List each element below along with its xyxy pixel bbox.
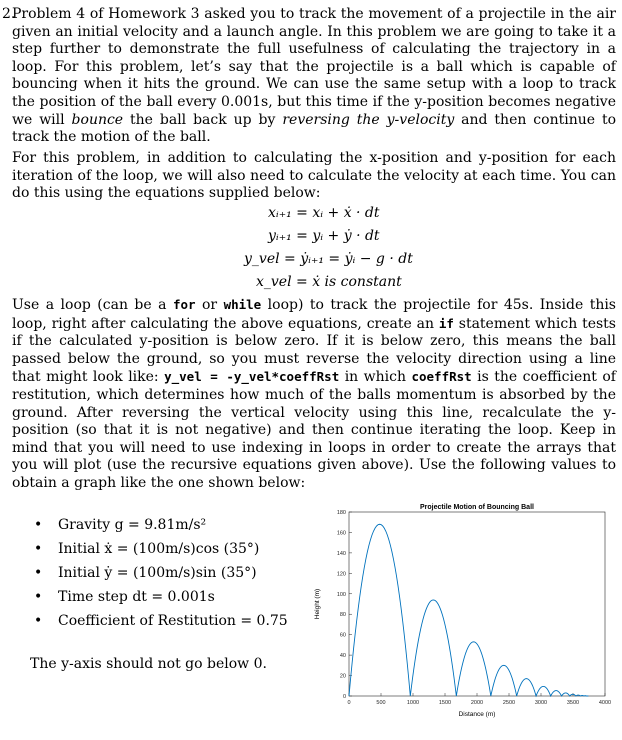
x-tick-label: 1000 [406,700,420,706]
y-tick-label: 180 [336,510,346,516]
y-axis-label: Height (m) [314,588,321,620]
list-item: • Gravity g = 9.81m/s² [34,517,207,533]
y-tick-label: 60 [339,632,346,639]
bullet-icon: • [34,517,43,533]
velocity-paragraph: For this problem, in addition to calculating the x-position and y-position for each iteration of the loop, we will also need to calculate the velocity at each time. You can do this using the equations supplied below: [12,150,616,202]
y-tick-label: 120 [336,571,346,578]
bullet-icon: • [34,541,43,557]
list-item: • Initial ẋ = (100m/s)cos (35°) [34,541,260,557]
x-tick-label: 2000 [470,700,484,706]
list-item: • Initial ẏ = (100m/s)sin (35°) [34,565,257,581]
bullet-icon: • [34,565,43,581]
while-keyword: while [223,297,262,312]
coeff-keyword: coeffRst [411,369,472,385]
for-keyword: for [172,297,196,312]
x-tick-label: 500 [376,700,386,706]
bounce-emphasis: bounce [71,111,124,128]
y-tick-label: 140 [336,550,346,557]
bullet-icon: • [34,613,43,629]
x-tick-label: 3000 [534,700,548,706]
x-axis-label: Distance (m) [458,711,496,718]
code-snippet: y_vel = -y_vel*coeffRst [164,369,340,385]
x-tick-label: 2500 [502,700,516,706]
plot-area [349,512,605,696]
x-tick-label: 0 [347,700,351,706]
chart-title: Projectile Motion of Bouncing Ball [420,504,534,511]
y-tick-label: 160 [336,530,346,537]
list-item: • Time step dt = 0.001s [34,589,215,605]
x-tick-label: 4000 [598,700,612,706]
loop-paragraph: Use a loop (can be a for or while loop) to track the projectile for 45s. Inside this loop, right after calculating the above equations, create an if statement which tests if the calculated y-position is below zero. If it is below zero, this means the ball passed below the ground, so you must reverse the velocity direction using a line that might look like: y_vel = -y_vel*coeffRst in which coeffRst is the coefficient of restitution, which determines how much of the balls momentum is absorbed by the ground. After reversing the vertical velocity using this line, recalculate the y-position (so that it is not negative) and then continue iterating the loop. Keep in mind that you will need to use indexing in loops in order to create the arrays that you will plot (use the recursive equations given above). Use the following values to obtain a graph like the one shown below: [12,297,616,491]
parameter-list [34,517,318,637]
bouncing-ball-chart [306,497,612,719]
y-tick-label: 100 [336,591,346,598]
equation-y: yᵢ₊₁ = yᵢ + ẏ · dt [268,228,380,244]
reversing-emphasis: reversing the y-velocity [282,111,455,128]
bullet-icon: • [34,589,43,605]
list-item: • Coefficient of Restitution = 0.75 [34,613,288,629]
x-tick-label: 3500 [566,700,580,706]
y-tick-label: 0 [342,694,346,700]
equation-yvel: y_vel = ẏᵢ₊₁ = ẏᵢ − g · dt [244,251,413,267]
problem-number: 2. [2,6,16,22]
equation-x: xᵢ₊₁ = xᵢ + ẋ · dt [268,205,380,221]
if-keyword: if [438,315,454,331]
y-tick-label: 80 [339,612,346,619]
equation-xvel: x_vel = ẋ is constant [256,274,402,290]
y-axis-note: The y-axis should not go below 0. [30,656,267,672]
y-tick-label: 20 [339,673,346,680]
intro-paragraph: 2. Problem 4 of Homework 3 asked you to track the movement of a projectile in the air given an initial velocity and a launch angle. In this problem we are going to take it a step further to demonstrate the full usefulness of calculating the trajectory in a loop. For this problem, let’s say that the projectile is a ball which is capable of bouncing when it hits the ground. We can use the same setup with a loop to track the position of the ball every 0.001s, but this time if the y-position becomes negative we will bounce the ball back up by reversing the y-velocity and then continue to track the motion of the ball. [2,6,616,146]
y-tick-label: 40 [339,653,346,660]
x-tick-label: 1500 [438,700,452,706]
